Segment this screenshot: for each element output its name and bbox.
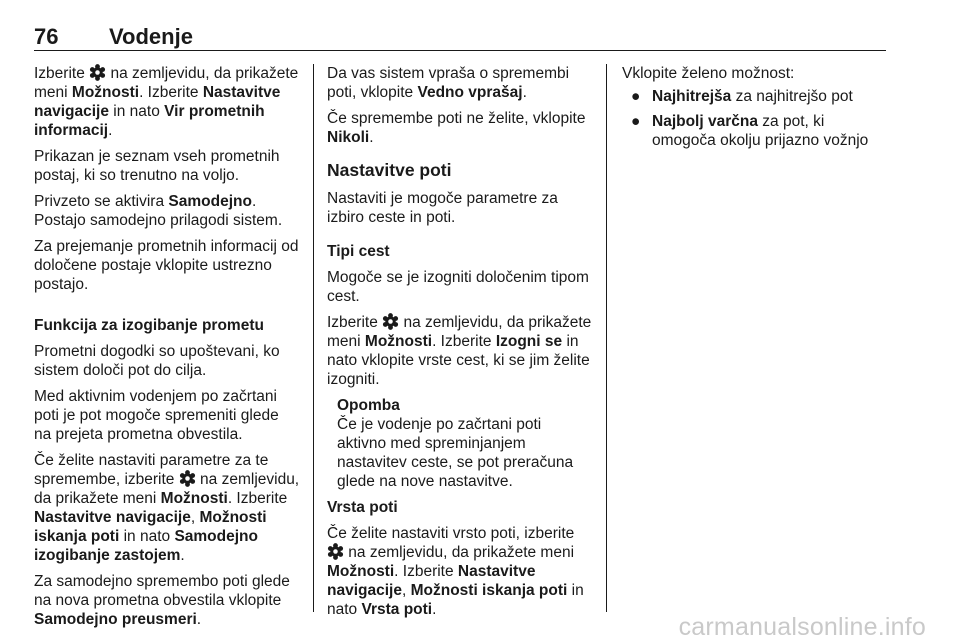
page-number: 76 xyxy=(34,24,59,49)
section-title: Vodenje xyxy=(109,24,193,49)
page-header xyxy=(34,26,886,51)
note-box xyxy=(337,396,593,491)
paragraph: Za prejemanje prometnih informacij od določene postaje vklopite ustrezno postajo. xyxy=(34,238,299,293)
subheading: Funkcija za izogibanje prometu xyxy=(34,317,264,334)
paragraph: Prikazan je seznam vseh prometnih postaj, ki so trenutno na voljo. xyxy=(34,148,280,184)
paragraph: Izberite na zemljevidu, da prikažete meni Možnosti. Izberite Nastavitve navigacije in nato Vir prometnih informacij. xyxy=(34,65,299,139)
watermark: carmanualsonline.info xyxy=(678,613,926,641)
list-item: ● Najbolj varčna za pot, ki omogoča okolju prijazno vožnjo xyxy=(631,113,869,149)
column-2 xyxy=(327,64,593,626)
paragraph: Če želite nastaviti parametre za te spremembe, izberite na zemljevidu, da prikažete meni Možnosti. Izberite Nastavitve navigacije, Možnosti iskanja poti in nato Samodejno izogibanje zastojem. xyxy=(34,452,300,564)
subheading: Tipi cest xyxy=(327,243,390,260)
paragraph: Privzeto se aktivira Samodejno. Postajo samodejno prilagodi sistem. xyxy=(34,193,283,229)
paragraph: Če želite nastaviti vrsto poti, izberite na zemljevidu, da prikažete meni Možnosti. Izberite Nastavitve navigacije, Možnosti iskanja poti in nato Vrsta poti. xyxy=(327,525,584,618)
gear-icon xyxy=(327,543,344,560)
column-3 xyxy=(622,64,882,156)
paragraph: Mogoče se je izogniti določenim tipom cest. xyxy=(327,269,589,305)
note-text: Če je vodenje po začrtani poti aktivno med spreminjanjem nastavitev ceste, se pot preračuna glede na nove nastavitve. xyxy=(337,416,574,490)
paragraph: Za samodejno spremembo poti glede na nova prometna obvestila vklopite Samodejno preusmeri. xyxy=(34,573,290,628)
paragraph: Če spremembe poti ne želite, vklopite Nikoli. xyxy=(327,110,586,146)
paragraph: Vklopite želeno možnost: xyxy=(622,65,795,82)
column-1 xyxy=(34,64,300,636)
note-title: Opomba xyxy=(337,397,400,414)
column-divider xyxy=(606,64,607,612)
gear-icon xyxy=(89,64,106,81)
option-list xyxy=(622,87,882,150)
paragraph: Med aktivnim vodenjem po začrtani poti je pot mogoče spremeniti glede na prejeta prometna obvestila. xyxy=(34,388,279,443)
bullet: ● xyxy=(631,113,641,130)
column-divider xyxy=(313,64,314,612)
gear-icon xyxy=(179,470,196,487)
section-heading: Nastavitve poti xyxy=(327,160,452,180)
list-item: ● Najhitrejša za najhitrejšo pot xyxy=(631,88,853,105)
subheading: Vrsta poti xyxy=(327,499,398,516)
paragraph: Nastaviti je mogoče parametre za izbiro ceste in poti. xyxy=(327,190,558,226)
bullet: ● xyxy=(631,88,641,105)
gear-icon xyxy=(382,313,399,330)
paragraph: Prometni dogodki so upoštevani, ko sistem določi pot do cilja. xyxy=(34,343,280,379)
paragraph: Da vas sistem vpraša o spremembi poti, vklopite Vedno vprašaj. xyxy=(327,65,570,101)
paragraph: Izberite na zemljevidu, da prikažete meni Možnosti. Izberite Izogni se in nato vklopite vrste cest, ki se jim želite izogniti. xyxy=(327,314,592,388)
